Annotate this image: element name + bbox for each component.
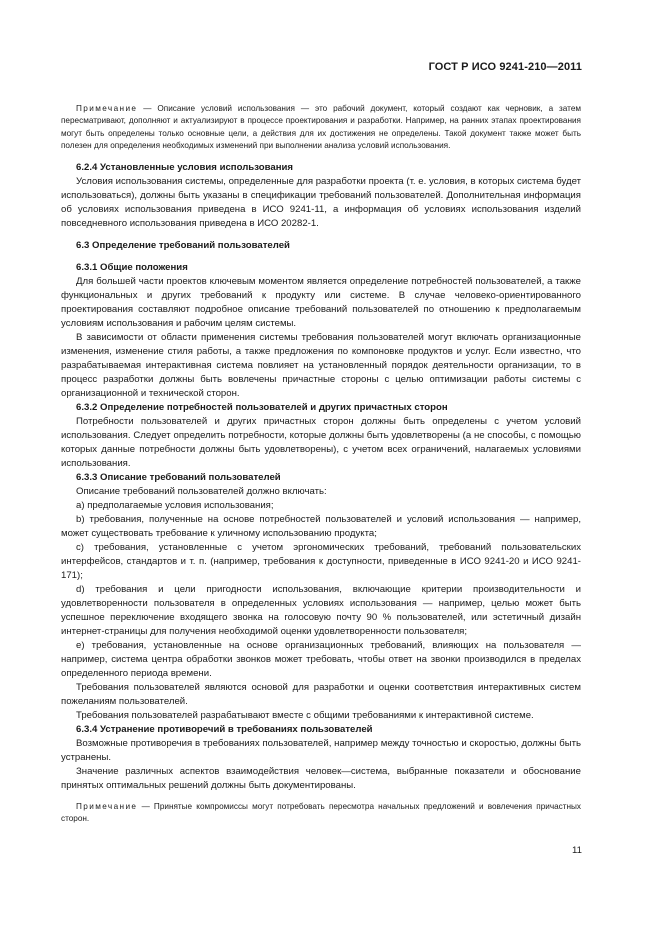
list-item: a) предполагаемые условия использования; xyxy=(76,499,274,511)
document-body xyxy=(61,103,581,825)
note-paragraph xyxy=(61,801,581,826)
page-number: 11 xyxy=(572,845,582,856)
note-text: — Принятые компромиссы могут потребовать пересмотра начальных предложений и вовлечения причастных сторон. xyxy=(61,801,581,824)
list-item: c) требования, установленные с учетом эргономических требований, требований пользовательских интерфейсов, стандартов и т. п. (например, требования к доступности, приведенные в ИСО 9241-20 и ИСО 9241-171); xyxy=(61,541,581,581)
section-heading-6-3-3: 6.3.3 Описание требований пользователей xyxy=(76,471,281,483)
paragraph: Требования пользователей разрабатывают вместе с общими требованиями к интерактивной системе. xyxy=(76,709,534,721)
paragraph: Значение различных аспектов взаимодействия человек—система, выбранные показатели и обоснование принятых оптимальных решений должны быть документированы. xyxy=(61,765,581,791)
note-label: Примечание xyxy=(76,801,138,811)
paragraph: Требования пользователей являются основой для разработки и оценки соответствия интерактивных систем пожеланиям пользователей. xyxy=(61,681,581,707)
paragraph: Потребности пользователей и других причастных сторон должны быть определены с учетом условий использования. Следует определить потребности, которые должны быть удовлетворены (а не способы, с помощью которых данные потребности должны быть удовлетворены), с учетом всех ограничений, налагаемых условиями использования. xyxy=(61,415,581,469)
note-paragraph xyxy=(61,103,581,153)
note-label: Примечание xyxy=(76,104,138,113)
document-header: ГОСТ Р ИСО 9241-210—2011 xyxy=(428,61,582,73)
section-heading-6-3-2: 6.3.2 Определение потребностей пользователей и других причастных сторон xyxy=(76,401,448,413)
list-item: e) требования, установленные на основе организационных требований, влияющих на пользователя — например, система центра обработки звонков может требовать, чтобы ответ на звонки производился в пределах определенного периода времени. xyxy=(61,639,581,679)
section-heading-6-3-1: 6.3.1 Общие положения xyxy=(76,261,188,273)
section-heading-6-3-4: 6.3.4 Устранение противоречий в требованиях пользователей xyxy=(76,723,373,735)
section-heading-6-3: 6.3 Определение требований пользователей xyxy=(76,239,290,251)
paragraph: Возможные противоречия в требованиях пользователей, например между точностью и скоростью, должны быть устранены. xyxy=(61,737,581,763)
paragraph: Описание требований пользователей должно включать: xyxy=(76,485,327,497)
note-text: — Описание условий использования — это рабочий документ, который создают как черновик, а затем пересматривают, дополняют и актуализируют в процессе проектирования и разработки. Например, на ранних этапах проектирования могут быть определены только основные цели, а действия для их достижения не определены. Такой документ также может быть полезен для определения необходимых изменений при выполнении анализа условий использования. xyxy=(61,104,581,151)
paragraph: Для большей части проектов ключевым моментом является определение потребностей пользователей, а также функциональных и других требований к продукту или системе. В случае человеко-ориентированного проектирования составляют подробное описание требований пользователей по отношению к предполагаемым условиям использования и рабочим целям системы. xyxy=(61,275,581,329)
paragraph: В зависимости от области применения системы требования пользователей могут включать организационные изменения, изменение стиля работы, а также предложения по компоновке продуктов и услуг. Если известно, что разрабатываемая интерактивная система повлияет на установленный порядок деятельности организации, то в процесс разработки должны быть вовлечены причастные стороны с целью оптимизации работы системы с организационной и технической сторон. xyxy=(61,331,581,399)
list-item: b) требования, полученные на основе потребностей пользователей и условий использования — например, может существовать требование к уличному использованию продукта; xyxy=(61,513,581,539)
list-item: d) требования и цели пригодности использования, включающие критерии производительности и удовлетворенности пользователя в определенных условиях использования — например, целью может быть успешное переключение входящего звонка на голосовую почту 90 % пользователей, или эстетичный дизайн интернет-страницы для получения необходимой оценки удовлетворенности пользователя; xyxy=(61,583,581,637)
section-heading-6-2-4: 6.2.4 Установленные условия использования xyxy=(76,161,293,173)
paragraph: Условия использования системы, определенные для разработки проекта (т. е. условия, в которых система будет использоваться), должны быть указаны в спецификации требований пользователей. Дополнительная информация об условиях использования приведена в ИСО 9241-11, а информация об условиях использования изделий повседневного использования приведена в ИСО 20282-1. xyxy=(61,175,581,229)
